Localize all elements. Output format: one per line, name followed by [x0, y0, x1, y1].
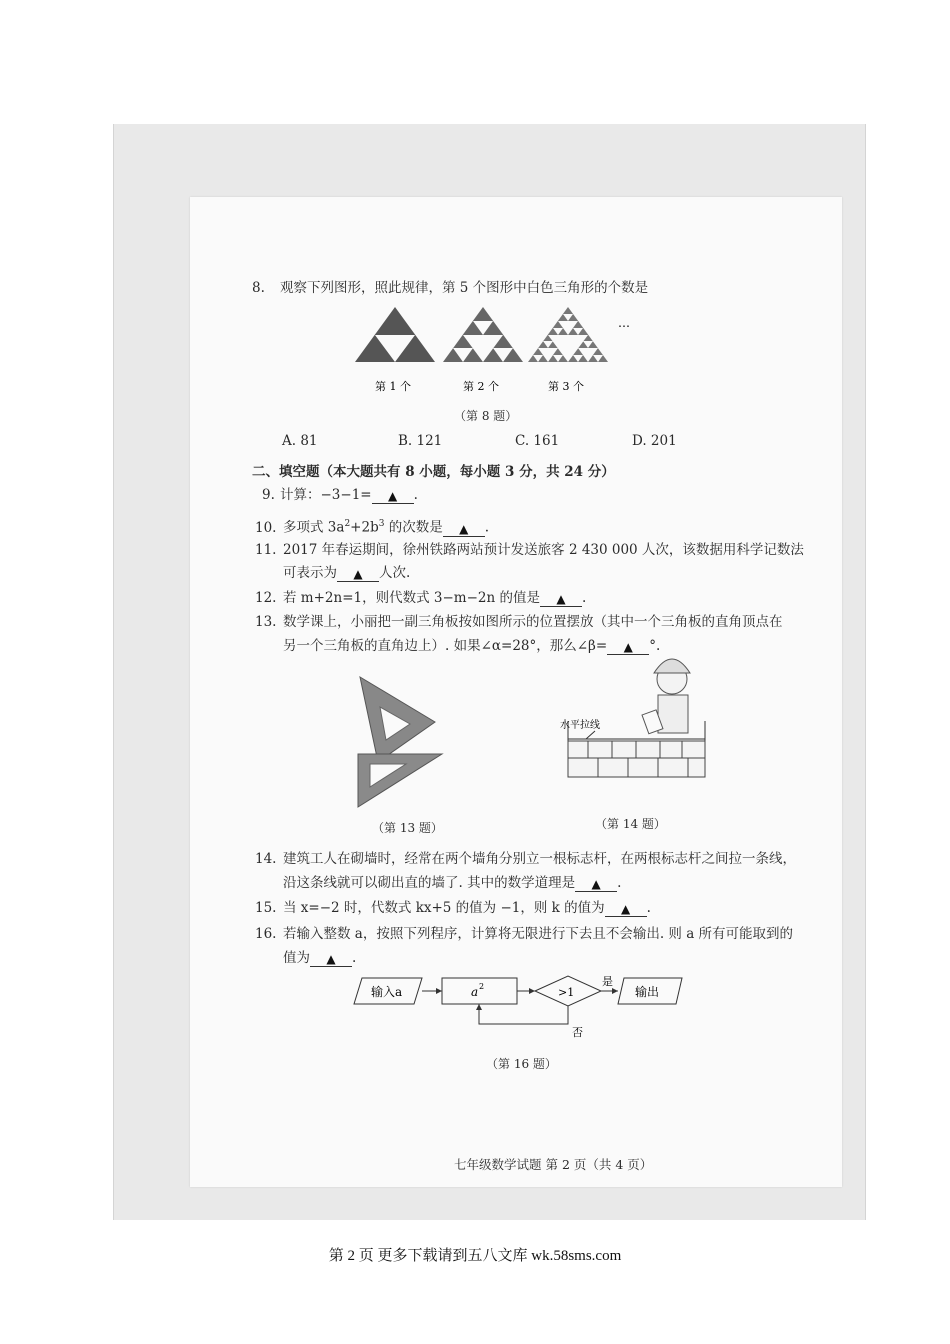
sierpinski-1 — [355, 307, 435, 362]
flow-square-base: a — [471, 985, 479, 999]
figure-16-caption: （第 16 题） — [486, 1057, 557, 1071]
figure-8-ellipsis: … — [618, 316, 630, 330]
question-13: 13. 数学课上，小丽把一副三角板按如图所示的位置摆放（其中一个三角板的直角顶点在 — [255, 614, 783, 630]
sierpinski-2 — [443, 307, 523, 362]
question-8: 8. 观察下列图形，照此规律，第 5 个图形中白色三角形的个数是 — [252, 280, 649, 296]
flow-no: 否 — [572, 1026, 583, 1039]
figure-14-caption: （第 14 题） — [595, 817, 666, 831]
figure-13-caption: （第 13 题） — [372, 821, 443, 835]
section-2-title: 二、填空题（本大题共有 8 小题，每小题 3 分，共 24 分） — [252, 464, 615, 480]
flow-input: 输入a — [371, 985, 403, 999]
flow-square-exp: 2 — [479, 982, 485, 991]
figure-14-label: 水平拉线 — [560, 720, 600, 731]
question-11: 11. 2017 年春运期间，徐州铁路两站预计发送旅客 2 430 000 人次，该数据用科学记数法 — [255, 542, 804, 558]
figure-16-flowchart — [350, 972, 690, 1042]
question-16: 16. 若输入整数 a，按照下列程序，计算将无限进行下去且不会输出. 则 a 所有可能取到的 — [255, 926, 794, 942]
question-13-line-2: 另一个三角板的直角边上）. 如果∠α=28°，那么∠β= ▲ °. — [283, 638, 661, 654]
option-a: A. 81 — [282, 433, 318, 449]
figure-14-builder — [550, 637, 725, 807]
question-14: 14. 建筑工人在砌墙时，经常在两个墙角分别立一根标志杆，在两根标志杆之间拉一条线， — [255, 851, 796, 867]
figure-8-label-1: 第 1 个 — [375, 380, 411, 393]
figure-8-label-2: 第 2 个 — [463, 380, 499, 393]
figure-13-set-squares — [340, 652, 450, 812]
flow-output: 输出 — [635, 985, 660, 999]
option-c: C. 161 — [515, 433, 560, 449]
question-9: 9. 计算：−3−1= ▲ . — [262, 487, 418, 503]
exam-page-footer: 七年级数学试题 第 2 页（共 4 页） — [454, 1157, 653, 1172]
figure-8 — [350, 302, 670, 412]
flow-compare: >1 — [558, 986, 575, 999]
flow-yes: 是 — [602, 975, 613, 988]
question-14-line-2: 沿这条线就可以砌出直的墙了. 其中的数学道理是 ▲ . — [283, 875, 622, 891]
option-b: B. 121 — [398, 433, 443, 449]
exam-sheet — [190, 197, 842, 1187]
sierpinski-3 — [528, 307, 608, 362]
figure-8-label-3: 第 3 个 — [548, 380, 584, 393]
question-11-line-2: 可表示为 ▲ 人次. — [283, 565, 411, 581]
question-10: 10. 多项式 $3a^2+2b^3$ 的次数是 ▲ . — [255, 519, 490, 536]
option-d: D. 201 — [632, 433, 677, 449]
scanned-page — [113, 124, 866, 1220]
download-footer: 第 2 页 更多下载请到五八文库 wk.58sms.com — [328, 1248, 622, 1264]
figure-8-caption: （第 8 题） — [454, 409, 518, 423]
question-16-line-2: 值为 ▲ . — [283, 950, 357, 966]
question-15: 15. 当 x=−2 时，代数式 kx+5 的值为 −1，则 k 的值为 ▲ . — [255, 900, 651, 916]
question-12: 12. 若 m+2n=1，则代数式 3−m−2n 的值是 ▲ . — [255, 590, 587, 606]
